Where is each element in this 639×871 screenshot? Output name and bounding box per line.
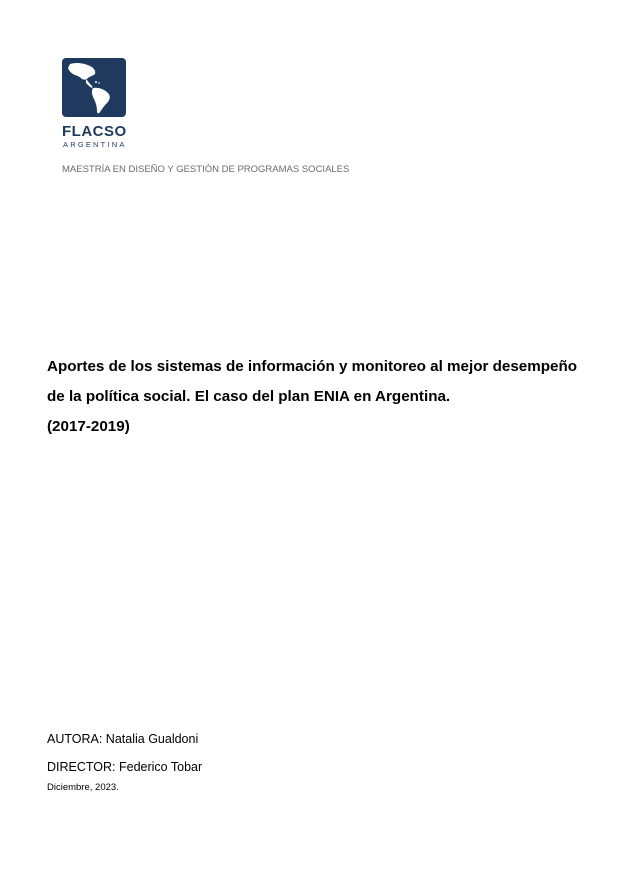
- author-line: AUTORA: Natalia Gualdoni: [47, 732, 199, 746]
- flacso-logo: [62, 58, 222, 150]
- americas-map-icon: [62, 58, 126, 117]
- credits: [47, 725, 202, 781]
- thesis-title-line: Aportes de los sistemas de información y monitoreo al mejor desempeño: [47, 358, 578, 375]
- institution-country: ARGENTINA: [63, 140, 127, 149]
- thesis-title-years: (2017-2019): [47, 418, 130, 435]
- program-name: MAESTRÍA EN DISEÑO Y GESTIÓN DE PROGRAMAS SOCIALES: [62, 164, 350, 175]
- publication-date: Diciembre, 2023.: [47, 782, 119, 793]
- director-line: DIRECTOR: Federico Tobar: [47, 760, 203, 774]
- thesis-title: [47, 352, 607, 442]
- institution-name: FLACSO: [62, 123, 127, 140]
- thesis-title-line: de la política social. El caso del plan ENIA en Argentina.: [47, 388, 451, 405]
